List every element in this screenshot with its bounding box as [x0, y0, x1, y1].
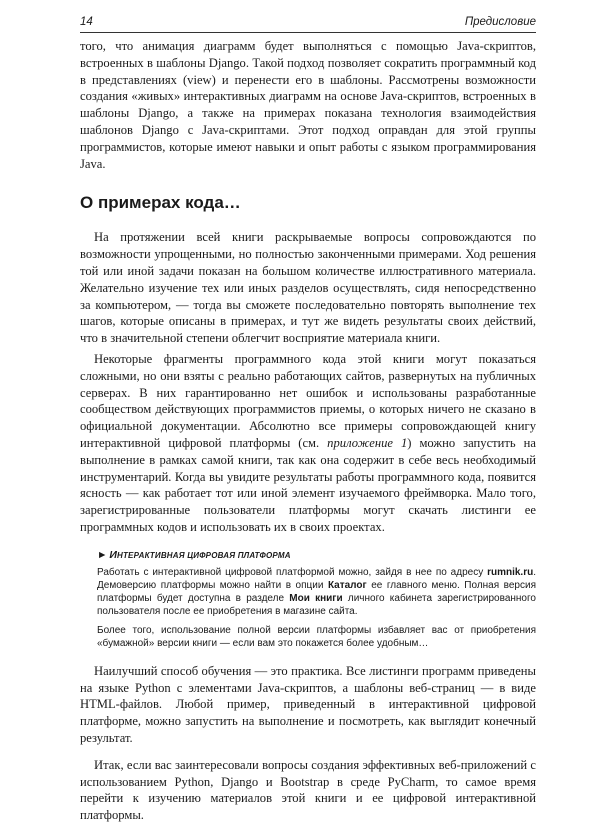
note-text: личного кабинета зарегистрированного пользователя после ее приобретения в магазине сайта.	[97, 592, 536, 617]
note-title-initial: И	[109, 548, 117, 561]
note-text: . Демоверсию платформы можно найти в опции	[97, 566, 536, 591]
intro-paragraph: того, что анимация диаграмм будет выполняться с помощью Java-скриптов, встроенных в шаблоны Django. Такой подход позволяет сократить программный код в представлениях (view) и перенести его в шаблоны. Рассмотрены возможности создания «живых» интерактивных диаграмм на основе Java-скриптов, встроенных в шаблоны Django, а также на примерах показана технология взаимодействия шаблонов Django с Java-скриптами. Этот подход оправдан для этой группы программистов, которые имеют навыки и опыт работы с языком программирования Java.	[80, 39, 536, 171]
platform-link[interactable]: rumnik.ru	[487, 566, 534, 578]
running-header-section: Предисловие	[464, 16, 536, 28]
appendix-reference: приложение 1	[327, 435, 408, 450]
section-paragraph-2-start: Некоторые фрагменты программного кода этой книги могут показаться сложными, но они взяты с реально работающих сайтов, развернутых на публичных серверах. В них гарантированно нет ошибок и использованы разработанные сообществом действующих программистов приемы, о которых ничего не сказано в официальной документации. Абсолютно все примеры сопровождающей книгу интерактивной цифровой платформы (см.	[80, 351, 536, 450]
note-paragraph-1	[97, 566, 536, 618]
page-number: 14	[80, 16, 93, 28]
note-text: ее главного меню. Полная версия платформы будет доступна в разделе	[97, 579, 536, 604]
note-paragraph-2: Более того, использование полной версии платформы избавляет вас от приобретения «бумажной» версии книги — если вам это покажется более удобным…	[97, 624, 536, 649]
note-text: Работать с интерактивной цифровой платформой можно, зайдя в нее по адресу	[97, 566, 488, 578]
note-title	[97, 549, 536, 562]
my-books-section: Мои книги	[289, 592, 343, 604]
closing-paragraph-1: Наилучший способ обучения — это практика. Все листинги программ приведены на языке Python с элементами Java-скриптов, а шаблоны веб-страниц — в виде HTML-файлов. Любой пример, приведенный в интерактивной цифровой платформе, можно запустить на выполнение и посмотреть, как выглядит конечный результат.	[80, 663, 536, 745]
section-paragraph-1: На протяжении всей книги раскрываемые вопросы сопровождаются по возможности упрощенными, но полностью законченными примерами. Ход решения той или иной задачи показан на большом количестве иллюстративного материала. Желательно изучение тех или иных разделов осуществлять, сидя непосредственно за компьютером, — тогда вы сможете последовательно повторять выполнение тех шагов, которые описаны в примерах, и тут же видеть результаты своих действий, что в значительной степени облегчит восприятие материала книги.	[80, 230, 536, 346]
triangle-right-icon: ►	[97, 548, 108, 561]
section-paragraph-2-end: ) можно запустить на выполнение в рамках самой книги, так как она содержит в себе весь необходимый инструментарий. Когда вы увидите результаты работы программного кода, появится ясность — как работает тот или иной элемент изучаемого фреймворка. Мало того, зарегистрированные пользователи платформы могут скачать листинги ее программных кодов и использовать их в своих проектах.	[80, 435, 536, 534]
book-page	[80, 14, 536, 824]
section-paragraph-2	[80, 351, 536, 536]
closing-paragraph-2: Итак, если вас заинтересовали вопросы создания эффективных веб-приложений с использованием Python, Django и Bootstrap в среде PyCharm, то самое время перейти к изучению материалов этой книги и ее цифровой интерактивной платформы.	[80, 757, 536, 823]
running-header	[80, 14, 536, 33]
note-block	[97, 549, 536, 650]
section-heading: О примерах кода…	[80, 193, 241, 213]
note-title-rest: НТЕРАКТИВНАЯ ЦИФРОВАЯ ПЛАТФОРМА	[116, 550, 291, 560]
catalog-option: Каталог	[327, 579, 367, 591]
